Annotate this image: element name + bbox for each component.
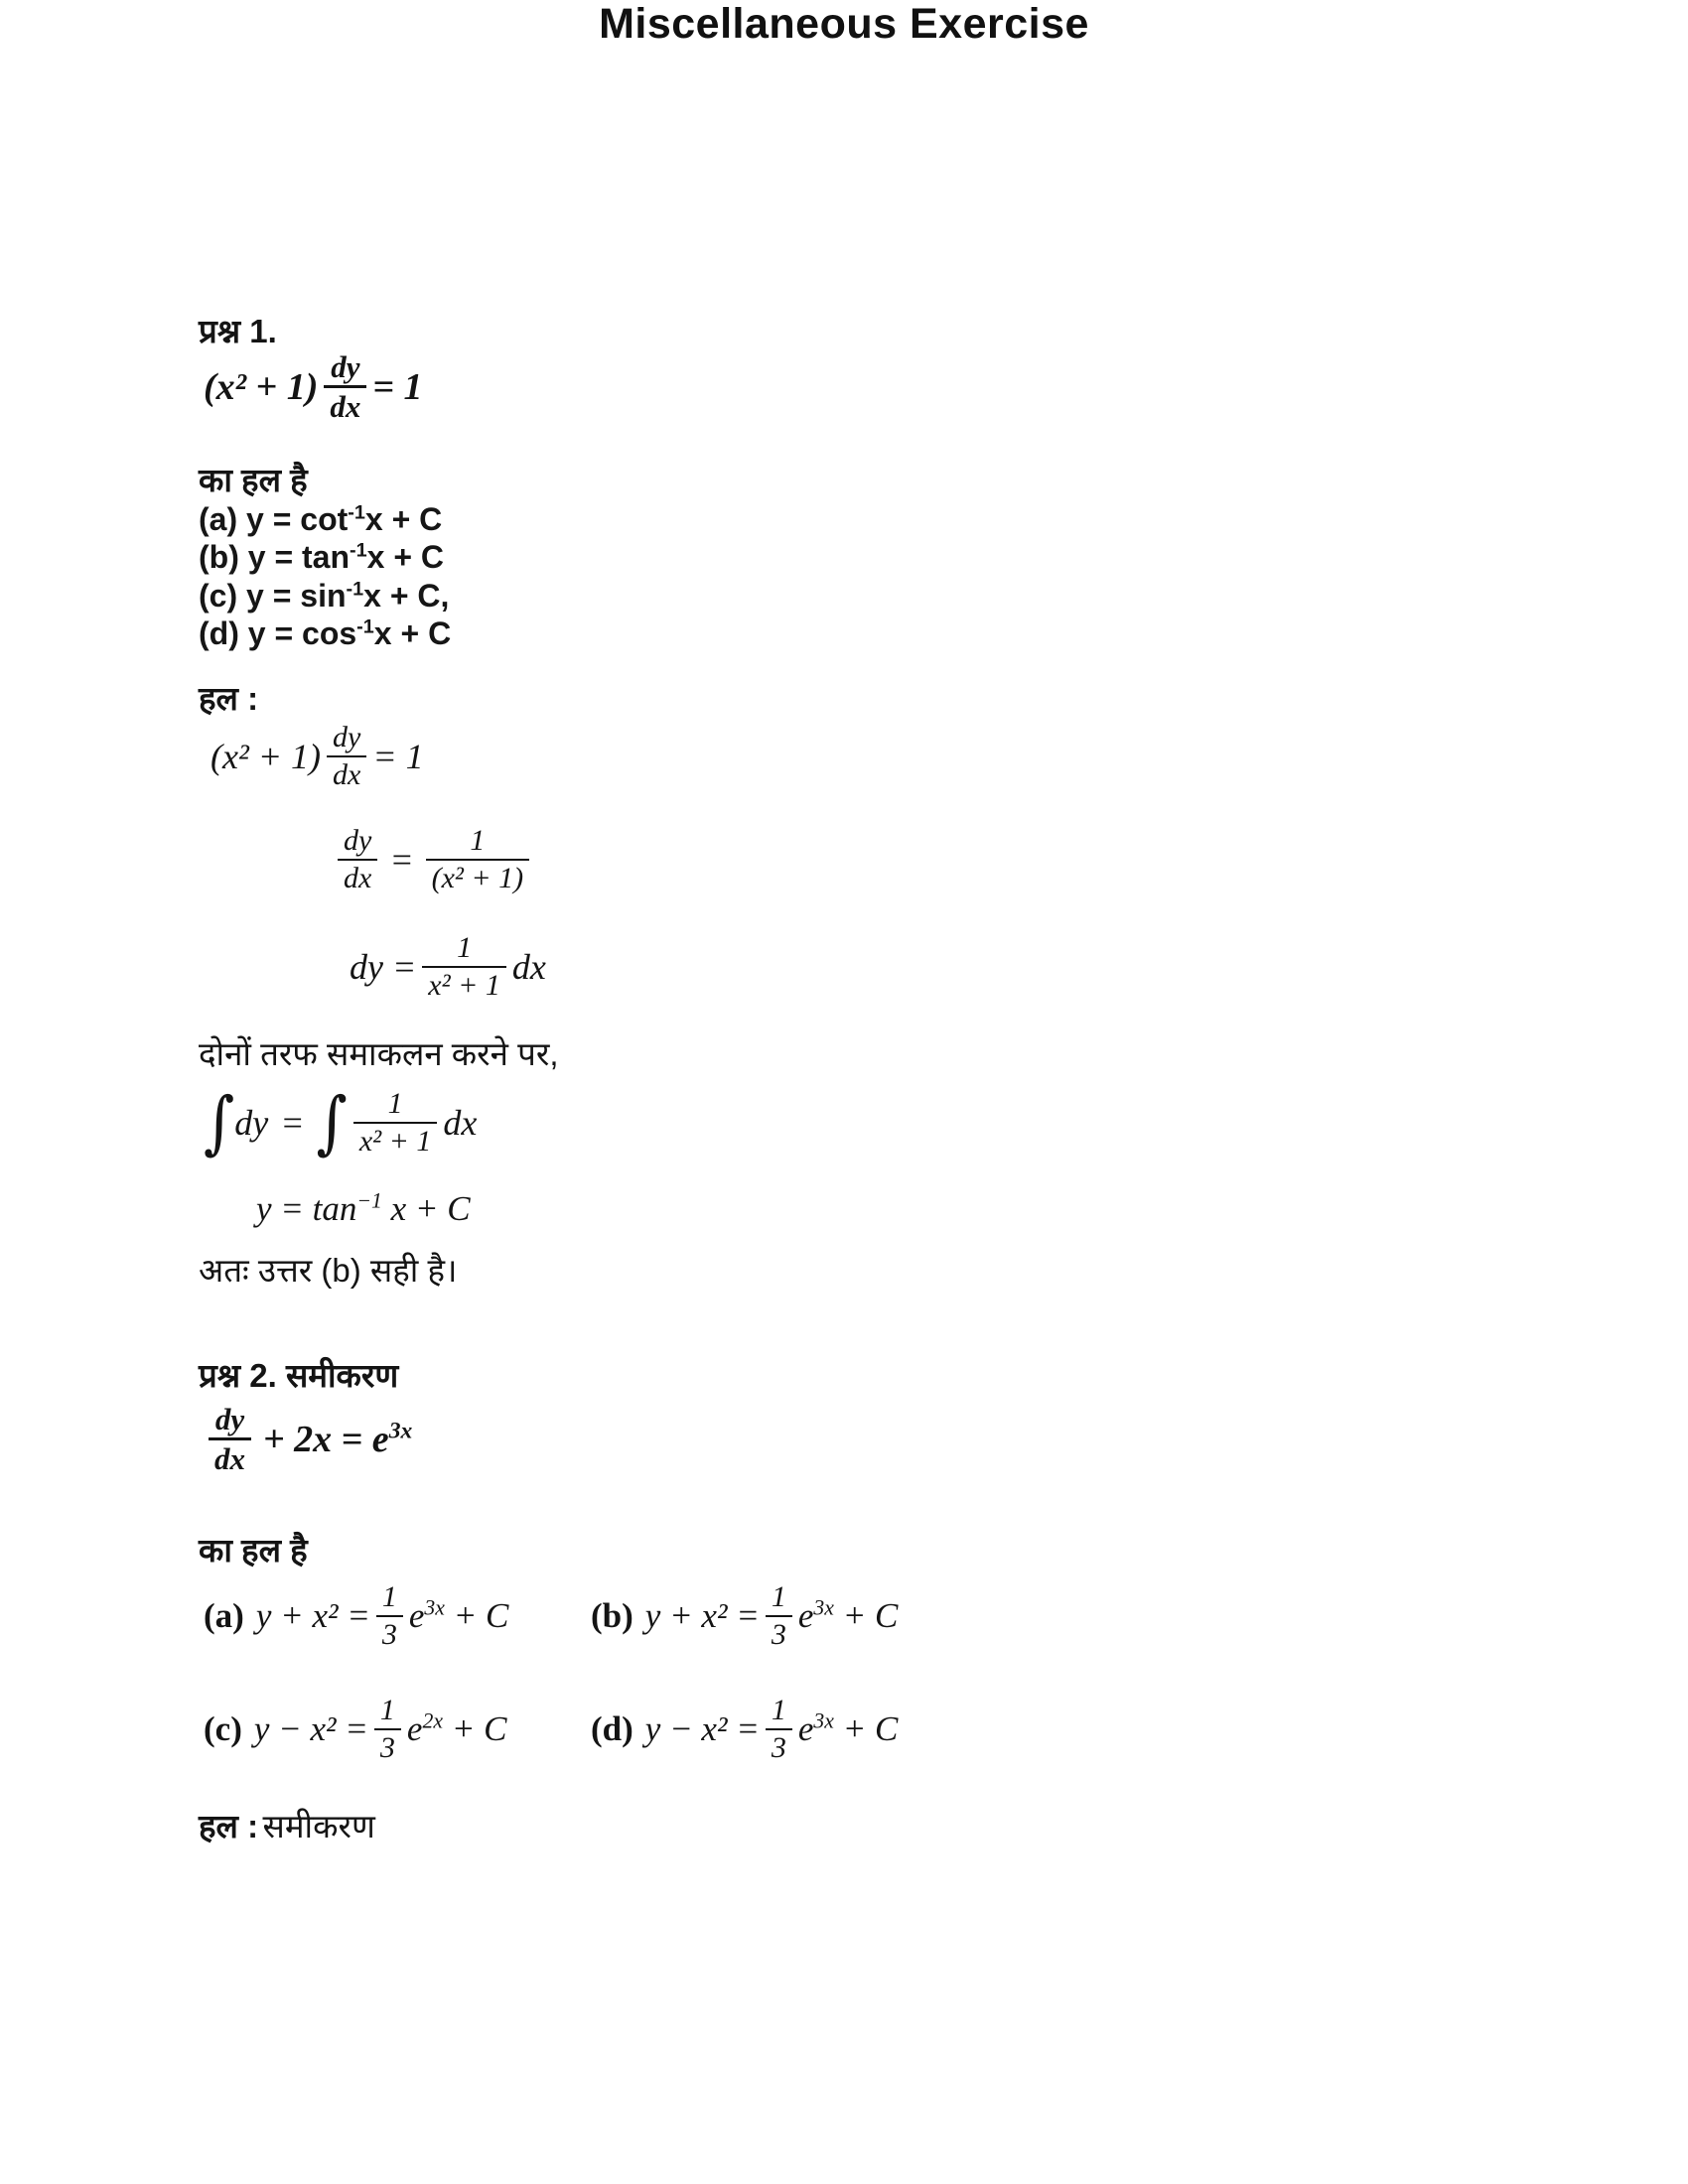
integrate-note: दोनों तरफ समाकलन करने पर,	[199, 1035, 559, 1072]
fraction-dy-dx: $\frac{dy}{dx}$	[324, 349, 366, 424]
exp-term: $e^{3x} + C$	[408, 1595, 509, 1635]
page-title: Miscellaneous Exercise	[599, 0, 1089, 48]
fraction-one-third: $\frac{1}{3}$	[766, 1694, 792, 1765]
solution-result: $y = \tan^{-1} x + C$	[256, 1188, 471, 1228]
option-b: (b) y + x² = $\frac{1}{3}$ $e^{3x} + C$	[591, 1580, 899, 1651]
solution-2-label: हल :	[199, 1808, 259, 1844]
fraction-one-third: $\frac{1}{3}$	[374, 1694, 401, 1765]
equals-sign: =	[280, 1103, 305, 1143]
solution-2-line	[199, 1803, 375, 1847]
question-1-equation	[204, 349, 423, 424]
exp-term: $e^{2x} + C$	[406, 1708, 507, 1748]
exp-term: $e^{3x} + C$	[797, 1595, 899, 1635]
question-2-label: प्रश्न 2. समीकरण	[199, 1357, 399, 1394]
fraction-one-third: $\frac{1}{3}$	[766, 1580, 792, 1652]
equals-sign: =	[389, 840, 414, 880]
fraction-dy-dx: $\frac{dy}{dx}$	[327, 721, 366, 792]
answer-conclusion: अतः उत्तर (b) सही है।	[199, 1252, 458, 1289]
option-a: (a) y + x² = $\frac{1}{3}$ $e^{3x} + C$	[204, 1580, 509, 1651]
solution-step-2	[338, 824, 529, 895]
solution-step-3: dy = $\frac{1}{\text{x² + 1}}$ dx	[350, 931, 546, 1002]
equation-rhs: = 1	[372, 365, 423, 408]
solution-step-4: ∫ dy = ∫ $\frac{1}{\text{x² + 1}}$ dx	[204, 1082, 478, 1163]
solution-1-label: हल :	[199, 680, 259, 717]
option-b: (b) $y = \tan^{-1}x + C$	[199, 539, 445, 575]
question-2-equation	[209, 1402, 412, 1476]
question-1-prompt: का हल है	[199, 462, 308, 498]
option-a: (a) $y = \cot^{-1}x + C$	[199, 501, 443, 537]
option-key: (b)	[591, 1596, 633, 1635]
equation-rhs: + $2x = e^{3x}$	[263, 1417, 413, 1460]
question-2-prompt: का हल है	[199, 1532, 308, 1569]
fraction-dy-dx: $\frac{dy}{dx}$	[338, 824, 377, 895]
option-key: (d)	[591, 1709, 633, 1748]
option-key: (c)	[204, 1709, 242, 1748]
option-key: (a)	[204, 1596, 244, 1635]
fraction-one-third: $\frac{1}{3}$	[376, 1580, 403, 1652]
exp-term: $e^{3x} + C$	[797, 1708, 899, 1748]
option-d: (d) y − x² = $\frac{1}{3}$ $e^{3x} + C$	[591, 1694, 899, 1764]
integral-sign: ∫	[204, 1082, 235, 1163]
fraction-1-over-x2plus1: $\frac{1}{\text{x² + 1}}$	[422, 931, 506, 1003]
question-1-label: प्रश्न 1.	[199, 313, 277, 349]
option-c: (c) $y = \sin^{-1}x + C$,	[199, 578, 450, 614]
fraction-1-over-x2plus1: $\frac{1}{\text{(x² + 1)}}$	[426, 824, 530, 895]
fraction-1-over-x2plus1: $\frac{1}{\text{x² + 1}}$	[353, 1087, 438, 1159]
solution-2-text: समीकरण	[262, 1808, 375, 1844]
solution-step-1: (x² + 1) $\frac{dy}{dx}$ = 1	[211, 721, 424, 791]
integral-sign: ∫	[316, 1082, 348, 1163]
fraction-dy-dx: $\frac{dy}{dx}$	[209, 1402, 251, 1476]
equation-lhs: (x² + 1)	[204, 365, 319, 408]
option-d: (d) $y = \cos^{-1}x + C$	[199, 615, 452, 651]
option-c: (c) y − x² = $\frac{1}{3}$ $e^{2x} + C$	[204, 1694, 507, 1764]
